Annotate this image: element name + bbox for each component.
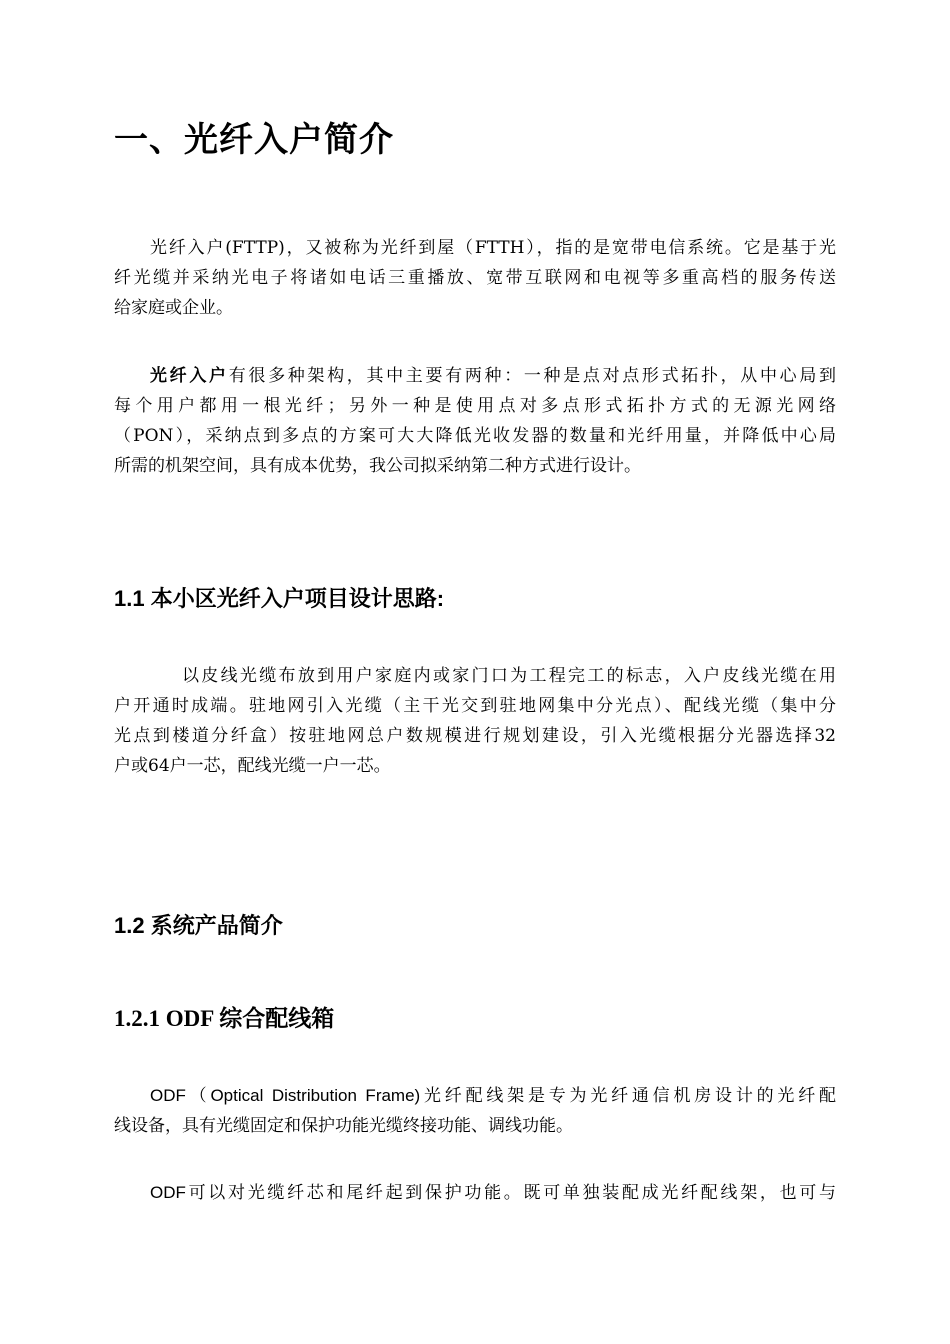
line-text: 有很多种架构，其中主要有两种：一种是点对点形式拓扑，从中心局到 (228, 366, 837, 386)
paragraph-line: 光纤入户(FTTP)，又被称为光纤到屋（FTTH），指的是宽带电信系统。它是基于光 (150, 238, 836, 258)
paragraph-line: 给家庭或企业。 (114, 298, 233, 318)
line-text: 可以对光缆纤芯和尾纤起到保护功能。既可单独装配成光纤配线架，也可与 (185, 1183, 836, 1203)
paragraph-line: 以皮线光缆布放到用户家庭内或家门口为工程完工的标志，入户皮线光缆在用 (182, 666, 836, 686)
paragraph-line: 光点到楼道分纤盒）按驻地网总户数规模进行规划建设，引入光缆根据分光器选择32 (114, 726, 836, 746)
paragraph-line (114, 1081, 836, 1111)
paragraph-line: 户或64户一芯，配线光缆一户一芯。 (114, 756, 391, 776)
heading-fiber-intro: 一、光纤入户简介 (114, 120, 394, 160)
paragraph-line: （PON），采纳点到多点的方案可大大降低光收发器的数量和光纤用量，并降低中心局 (114, 426, 836, 446)
paragraph-line (114, 1178, 836, 1208)
paragraph-architectures (114, 361, 836, 481)
line-text-latin: ODF（Optical Distribution Frame) (150, 1086, 421, 1105)
paragraph-line: 线设备，具有光缆固定和保护功能光缆终接功能、调线功能。 (114, 1116, 573, 1136)
paragraph-line: 所需的机架空间，具有成本优势，我公司拟采纳第二种方式进行设计。 (114, 456, 641, 476)
bold-term: 光纤入户 (150, 366, 229, 386)
paragraph-line: 纤光缆并采纳光电子将诸如电话三重播放、宽带互联网和电视等多重高档的服务传送 (114, 268, 836, 288)
paragraph-odf-protection (114, 1178, 836, 1208)
paragraph-odf-definition (114, 1081, 836, 1141)
paragraph-line (114, 361, 836, 391)
line-text: 光纤配线架是专为光纤通信机房设计的光纤配 (420, 1086, 836, 1106)
heading-1-2-1: 1.2.1 ODF 综合配线箱 (114, 1006, 335, 1031)
paragraph-line: 户开通时成端。驻地网引入光缆（主干光交到驻地网集中分光点）、配线光缆（集中分 (114, 696, 836, 716)
paragraph-line: 每个用户都用一根光纤；另外一种是使用点对多点形式拓扑方式的无源光网络 (114, 396, 836, 416)
paragraph-ftth-definition (114, 233, 836, 323)
heading-1-1: 1.1 本小区光纤入户项目设计思路: (114, 586, 445, 611)
paragraph-design-approach (114, 661, 836, 781)
line-text-latin: ODF (150, 1183, 186, 1202)
heading-1-2: 1.2 系统产品简介 (114, 913, 283, 938)
